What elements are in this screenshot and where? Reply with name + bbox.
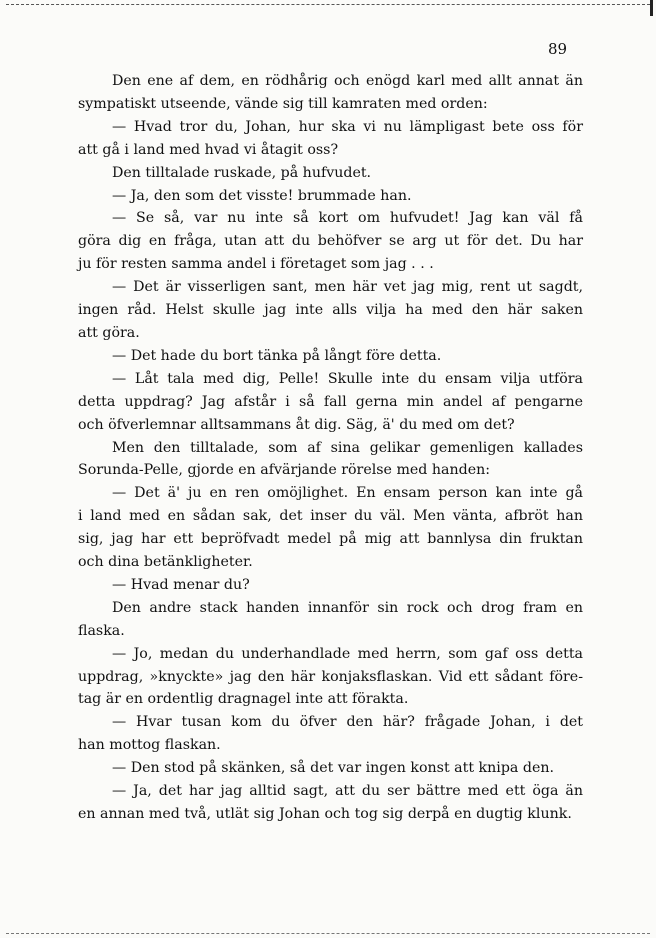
- text-line: och öfverlemnar alltsammans åt dig. Säg, ä' du med om det?: [78, 416, 515, 433]
- top-dashed-rule: [6, 4, 650, 5]
- text-line: sig, jag har ett bepröfvadt medel på mig att bannlysa din fruktan: [78, 531, 583, 548]
- text-line: att göra.: [78, 324, 140, 341]
- text-line: — Det är visserligen sant, men här vet jag mig, rent ut sagdt,: [112, 279, 583, 296]
- text-line: Den tilltalade ruskade, på hufvudet.: [112, 164, 372, 181]
- text-line: Men den tilltalade, som af sina gelikar gemenligen kallades: [112, 439, 583, 456]
- text-line: — Hvar tusan kom du öfver den här? frågade Johan, i det: [112, 714, 583, 731]
- text-line: uppdrag, »knyckte» jag den här konjaksflaskan. Vid ett sådant före-: [78, 668, 583, 685]
- page-number: 89: [548, 40, 568, 58]
- text-line: — Jo, medan du underhandlade med herrn, som gaf oss detta: [112, 645, 583, 662]
- text-line: göra dig en fråga, utan att du behöfver se arg ut för det. Du har: [78, 233, 583, 250]
- text-line: ingen råd. Helst skulle jag inte alls vilja ha med den här saken: [78, 302, 583, 319]
- text-line: — Den stod på skänken, så det var ingen konst att knipa den.: [112, 760, 554, 777]
- text-line: — Hvad menar du?: [112, 576, 250, 593]
- bottom-dashed-rule: [6, 933, 650, 934]
- text-line: och dina betänkligheter.: [78, 554, 253, 571]
- text-line: ju för resten samma andel i företaget som jag . . .: [78, 256, 434, 273]
- text-line: han mottog flaskan.: [78, 737, 221, 754]
- text-line: Den ene af dem, en rödhårig och enögd karl med allt annat än: [112, 73, 583, 89]
- page-edge-mark: [650, 0, 653, 16]
- body-text: [78, 70, 583, 826]
- text-line: — Se så, var nu inte så kort om hufvudet! Jag kan väl få: [112, 210, 583, 227]
- text-line: — Det hade du bort tänka på långt före detta.: [112, 347, 442, 364]
- text-line: sympatiskt utseende, vände sig till kamraten med orden:: [78, 95, 488, 112]
- text-line: Sorunda-Pelle, gjorde en afvärjande rörelse med handen:: [78, 462, 491, 479]
- text-line: — Det ä' ju en ren omöjlighet. En ensam person kan inte gå: [112, 485, 583, 502]
- text-line: — Ja, den som det visste! brummade han.: [112, 187, 412, 204]
- text-line: i land med en sådan sak, det inser du väl. Men vänta, afbröt han: [78, 508, 583, 525]
- text-line: detta uppdrag? Jag afstår i så fall gerna min andel af pengarne: [78, 393, 583, 410]
- text-line: tag är en ordentlig dragnagel inte att förakta.: [78, 691, 409, 708]
- text-line: att gå i land med hvad vi åtagit oss?: [78, 141, 339, 158]
- text-line: — Ja, det har jag alltid sagt, att du ser bättre med ett öga än: [112, 783, 583, 800]
- text-line: flaska.: [78, 622, 125, 639]
- text-line: — Hvad tror du, Johan, hur ska vi nu lämpligast bete oss för: [112, 118, 583, 135]
- text-line: Den andre stack handen innanför sin rock och drog fram en: [112, 599, 583, 616]
- text-line: — Låt tala med dig, Pelle! Skulle inte du ensam vilja utföra: [112, 370, 583, 387]
- text-line: en annan med två, utlät sig Johan och tog sig derpå en dugtig klunk.: [78, 806, 572, 822]
